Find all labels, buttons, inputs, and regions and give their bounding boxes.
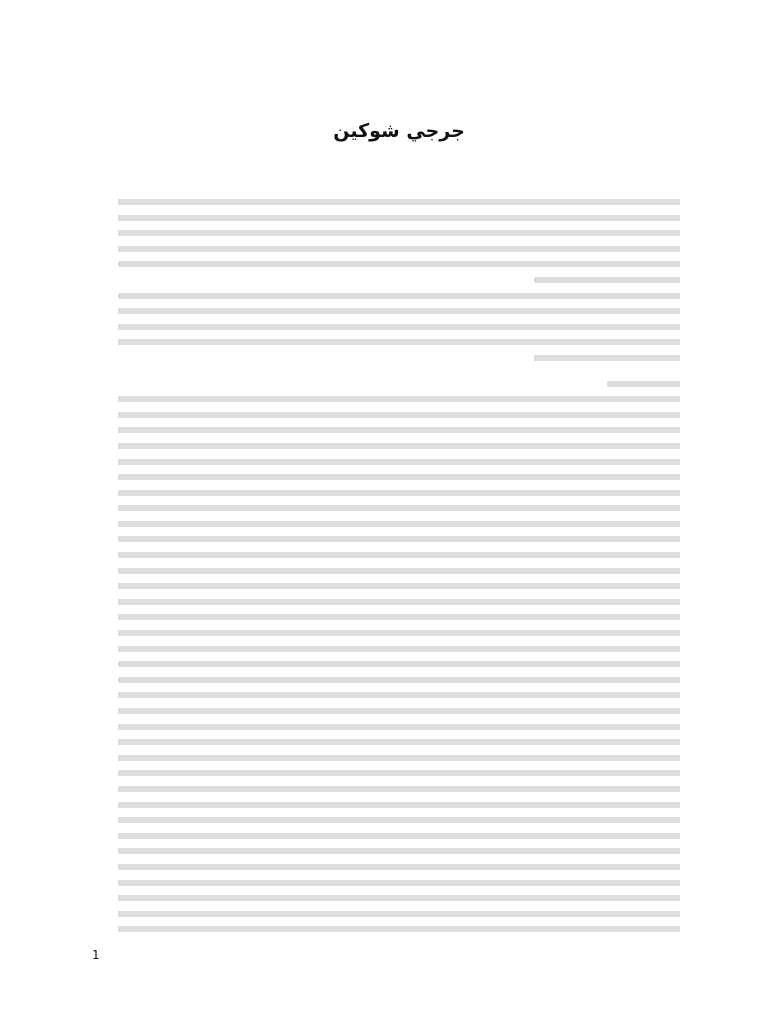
body-line: [118, 288, 680, 304]
body-line: [118, 812, 680, 828]
body-line: [118, 272, 680, 288]
body-line: [118, 303, 680, 319]
author-name: جرجي شوكين: [333, 120, 465, 142]
body-line: [118, 485, 680, 501]
body-line: [118, 334, 680, 350]
body-line: [118, 516, 680, 532]
body-line: [118, 350, 680, 366]
body-line: [118, 843, 680, 859]
body-line: [118, 859, 680, 875]
body-line: [118, 531, 680, 547]
body-line: [118, 921, 680, 937]
body-line: [118, 875, 680, 891]
body-line: [118, 750, 680, 766]
body-line: [118, 422, 680, 438]
body-line: [118, 828, 680, 844]
body-line: [118, 241, 680, 257]
body-line: [118, 454, 680, 470]
body-line: [118, 906, 680, 922]
body-line: [118, 547, 680, 563]
body-line: [118, 641, 680, 657]
body-line: [118, 438, 680, 454]
body-line: [118, 672, 680, 688]
paragraph-gap: [118, 366, 680, 376]
section-heading: [118, 376, 680, 392]
body-line: [118, 391, 680, 407]
page-number: 1: [92, 948, 100, 962]
body-line: [118, 797, 680, 813]
body-line: [118, 469, 680, 485]
body-line: [118, 500, 680, 516]
body-line: [118, 781, 680, 797]
body-line: [118, 656, 680, 672]
body-line: [118, 734, 680, 750]
page-footer: [92, 948, 638, 968]
body-line: [118, 256, 680, 272]
body-line: [118, 194, 680, 210]
body-line: [118, 578, 680, 594]
body-line: [118, 703, 680, 719]
body-line: [118, 625, 680, 641]
body-line: [118, 594, 680, 610]
body-line: [118, 609, 680, 625]
body-line: [118, 890, 680, 906]
body-line: [118, 319, 680, 335]
body-line: [118, 225, 680, 241]
body-line: [118, 563, 680, 579]
body-line: [118, 687, 680, 703]
body-line: [118, 210, 680, 226]
body-line: [118, 719, 680, 735]
body-line: [118, 765, 680, 781]
body-line: [118, 407, 680, 423]
document-body: [118, 194, 680, 937]
